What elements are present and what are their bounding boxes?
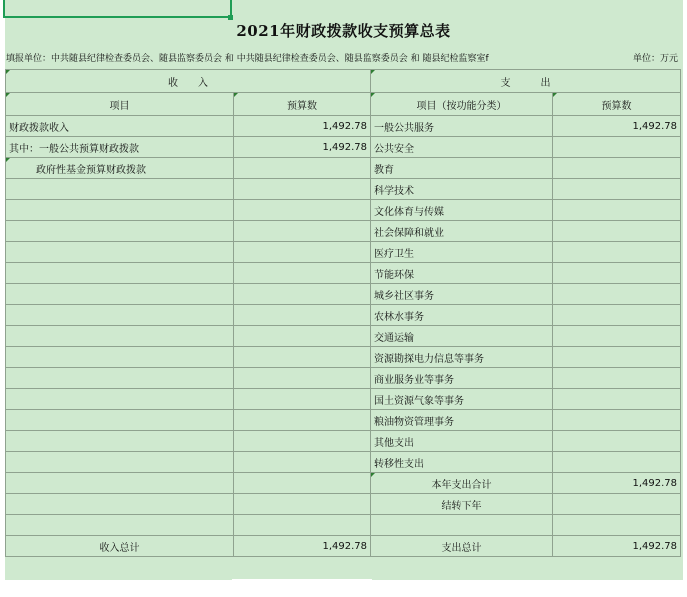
- table-row: [6, 137, 681, 158]
- fill-unit-text: 填报单位：中共随县纪律检查委员会、随县监察委员会 和 中共随县纪律检查委员会、随县监察委员会 和 随县纪检监察室f: [6, 54, 489, 64]
- income-value-cell[interactable]: [234, 347, 371, 368]
- expense-item-cell[interactable]: 社会保障和就业: [371, 221, 553, 242]
- selected-cell[interactable]: [3, 0, 232, 18]
- table-row: [6, 515, 681, 536]
- expense-value-cell[interactable]: [553, 515, 681, 536]
- income-value-cell[interactable]: [234, 452, 371, 473]
- expense-item-cell[interactable]: 国土资源气象等事务: [371, 389, 553, 410]
- income-item-cell[interactable]: 财政拨款收入: [6, 116, 234, 137]
- table-row: [6, 368, 681, 389]
- expense-item-cell[interactable]: 农林水事务: [371, 305, 553, 326]
- expense-value-cell[interactable]: [553, 368, 681, 389]
- expense-value-cell[interactable]: [553, 326, 681, 347]
- table-row: [6, 326, 681, 347]
- expense-value-cell[interactable]: [553, 263, 681, 284]
- income-value-cell[interactable]: [234, 200, 371, 221]
- expense-value-cell[interactable]: [553, 347, 681, 368]
- expense-item-cell[interactable]: 一般公共服务: [371, 116, 553, 137]
- expense-item-cell[interactable]: 交通运输: [371, 326, 553, 347]
- table-row: [6, 473, 681, 494]
- expense-item-cell[interactable]: 商业服务业等事务: [371, 368, 553, 389]
- expense-value-cell[interactable]: [553, 305, 681, 326]
- expense-item-cell[interactable]: 文化体育与传媒: [371, 200, 553, 221]
- table-row: [6, 410, 681, 431]
- expense-item-cell[interactable]: 城乡社区事务: [371, 284, 553, 305]
- income-item-cell[interactable]: [6, 389, 234, 410]
- income-header[interactable]: 收 入: [6, 70, 371, 93]
- table-row: [6, 431, 681, 452]
- income-value-cell[interactable]: [234, 473, 371, 494]
- income-value-cell[interactable]: [234, 305, 371, 326]
- expense-item-cell[interactable]: 结转下年: [371, 494, 553, 515]
- income-item-cell[interactable]: 政府性基金预算财政拨款: [6, 158, 234, 179]
- income-total-value[interactable]: 1,492.78: [234, 536, 371, 557]
- income-item-cell[interactable]: [6, 452, 234, 473]
- income-item-cell[interactable]: [6, 179, 234, 200]
- table-row: [6, 347, 681, 368]
- income-value-cell[interactable]: [234, 410, 371, 431]
- expense-value-cell[interactable]: [553, 179, 681, 200]
- income-item-cell[interactable]: [6, 284, 234, 305]
- item-header[interactable]: 项目: [6, 93, 234, 116]
- income-value-cell[interactable]: [234, 179, 371, 200]
- expense-header[interactable]: 支 出: [371, 70, 681, 93]
- budget2-header[interactable]: 预算数: [553, 93, 681, 116]
- income-item-cell[interactable]: [6, 368, 234, 389]
- budget-header[interactable]: 预算数: [234, 93, 371, 116]
- income-item-cell[interactable]: [6, 221, 234, 242]
- income-item-cell[interactable]: [6, 347, 234, 368]
- expense-item-cell[interactable]: 本年支出合计: [371, 473, 553, 494]
- income-value-cell[interactable]: [234, 515, 371, 536]
- table-row: [6, 242, 681, 263]
- expense-total-label[interactable]: 支出总计: [371, 536, 553, 557]
- table-row: [6, 389, 681, 410]
- table-row: [6, 305, 681, 326]
- expense-value-cell[interactable]: [553, 158, 681, 179]
- table-row: [6, 284, 681, 305]
- expense-item-cell[interactable]: 粮油物资管理事务: [371, 410, 553, 431]
- income-value-cell[interactable]: 1,492.78: [234, 116, 371, 137]
- expense-item-cell[interactable]: 科学技术: [371, 179, 553, 200]
- expense-value-cell[interactable]: [553, 410, 681, 431]
- expense-item-cell[interactable]: 转移性支出: [371, 452, 553, 473]
- unit-row: [6, 51, 678, 65]
- expense-value-cell[interactable]: [553, 494, 681, 515]
- unit-text: 单位：万元: [632, 54, 678, 64]
- table-row: [6, 116, 681, 137]
- expense-item-cell[interactable]: 其他支出: [371, 431, 553, 452]
- income-value-cell[interactable]: [234, 284, 371, 305]
- income-value-cell[interactable]: [234, 368, 371, 389]
- income-item-cell[interactable]: [6, 242, 234, 263]
- total-row: [6, 536, 681, 557]
- expense-item-cell[interactable]: 医疗卫生: [371, 242, 553, 263]
- expense-value-cell[interactable]: [553, 431, 681, 452]
- income-total-label[interactable]: 收入总计: [6, 536, 234, 557]
- income-value-cell[interactable]: [234, 158, 371, 179]
- expense-value-cell[interactable]: [553, 200, 681, 221]
- income-value-cell[interactable]: [234, 263, 371, 284]
- income-item-cell[interactable]: [6, 515, 234, 536]
- income-item-cell[interactable]: [6, 305, 234, 326]
- table-row: [6, 200, 681, 221]
- expense-value-cell[interactable]: 1,492.78: [553, 116, 681, 137]
- expense-value-cell[interactable]: [553, 389, 681, 410]
- income-value-cell[interactable]: [234, 221, 371, 242]
- expense-value-cell[interactable]: [553, 221, 681, 242]
- income-value-cell[interactable]: [234, 389, 371, 410]
- header-row-2: [6, 93, 681, 116]
- blank-strip: [232, 579, 372, 593]
- expense-item-cell[interactable]: 教育: [371, 158, 553, 179]
- expense-item-cell[interactable]: 节能环保: [371, 263, 553, 284]
- expense-total-value[interactable]: 1,492.78: [553, 536, 681, 557]
- expense-value-cell[interactable]: [553, 452, 681, 473]
- income-item-cell[interactable]: [6, 200, 234, 221]
- income-item-cell[interactable]: [6, 326, 234, 347]
- table-row: [6, 179, 681, 200]
- expense-value-cell[interactable]: 1,492.78: [553, 473, 681, 494]
- expense-item-cell[interactable]: 资源勘探电力信息等事务: [371, 347, 553, 368]
- income-item-cell[interactable]: [6, 410, 234, 431]
- header-row-1: [6, 70, 681, 93]
- income-item-cell[interactable]: [6, 263, 234, 284]
- income-value-cell[interactable]: 1,492.78: [234, 137, 371, 158]
- report-title: 2021年财政拨款收支预算总表: [236, 22, 451, 40]
- table-row: [6, 263, 681, 284]
- table-row: [6, 494, 681, 515]
- income-value-cell[interactable]: [234, 431, 371, 452]
- item-func-header[interactable]: 项目（按功能分类）: [371, 93, 553, 116]
- expense-value-cell[interactable]: [553, 284, 681, 305]
- expense-item-cell[interactable]: 公共安全: [371, 137, 553, 158]
- income-value-cell[interactable]: [234, 242, 371, 263]
- expense-item-cell[interactable]: [371, 515, 553, 536]
- income-item-cell[interactable]: [6, 494, 234, 515]
- table-row: [6, 158, 681, 179]
- income-item-cell[interactable]: [6, 473, 234, 494]
- table-row: [6, 221, 681, 242]
- table-row: [6, 452, 681, 473]
- income-value-cell[interactable]: [234, 326, 371, 347]
- income-item-cell[interactable]: 其中：一般公共预算财政拨款: [6, 137, 234, 158]
- expense-value-cell[interactable]: [553, 242, 681, 263]
- expense-value-cell[interactable]: [553, 137, 681, 158]
- income-value-cell[interactable]: [234, 494, 371, 515]
- income-item-cell[interactable]: [6, 431, 234, 452]
- budget-table: [5, 69, 681, 557]
